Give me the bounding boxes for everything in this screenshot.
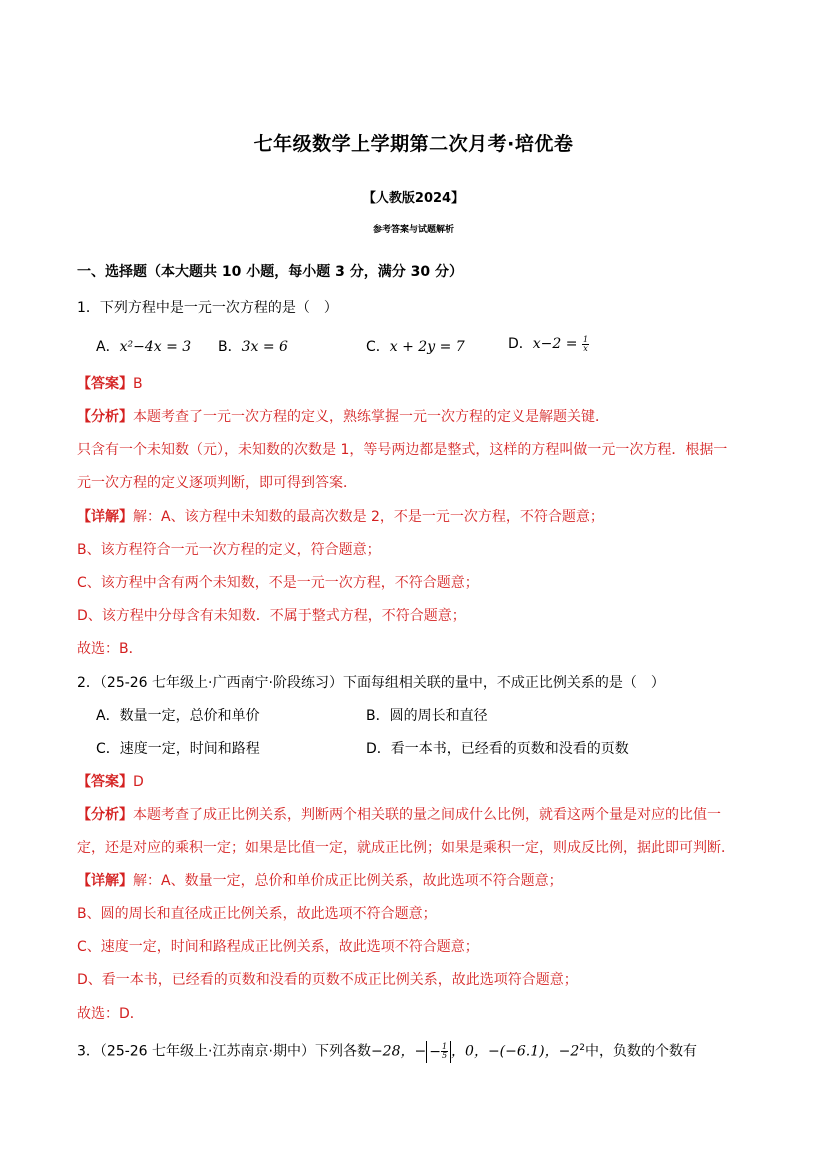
q1-answer-value: B xyxy=(133,376,143,392)
q3-math-2-inner-sign: − xyxy=(429,1043,441,1060)
q3-stem xyxy=(77,1036,697,1064)
q3-abs-value xyxy=(426,1041,451,1063)
q2-detail-text1: 解：A、数量一定，总价和单价成正比例关系，故此选项不符合题意； xyxy=(133,873,563,889)
q2-analysis-line1 xyxy=(77,804,721,824)
q2-detail-line1 xyxy=(77,870,563,890)
q1-option-b xyxy=(218,336,288,356)
page-subtitle: 参考答案与试题解析 xyxy=(372,225,454,235)
q2-analysis-line2: 定，还是对应的乘积一定；如果是比值一定，就成正比例；如果是乘积一定，则成反比例，据此即可判断． xyxy=(77,840,735,856)
q1-option-a xyxy=(96,336,191,356)
q3-fraction xyxy=(441,1043,448,1060)
q2-detail-tag: 【详解】 xyxy=(77,873,133,889)
q1-analysis-text1: 本题考查了一元一次方程的定义，熟练掌握一元一次方程的定义是解题关键． xyxy=(133,409,609,425)
q1-detail-line3: C、该方程中含有两个未知数，不是一元一次方程，不符合题意； xyxy=(77,575,479,591)
q1-detail-line2: B、该方程符合一元一次方程的定义，符合题意； xyxy=(77,542,381,558)
q3-frac-num: 1 xyxy=(441,1042,448,1052)
q3-math-2-sign: − xyxy=(414,1043,427,1060)
q2-choose: 故选：D． xyxy=(77,1006,144,1022)
q1-choose: 故选：B． xyxy=(77,641,143,657)
q1-detail-line1 xyxy=(77,506,604,526)
q1-analysis-line2: 只含有一个未知数（元），未知数的次数是 1，等号两边都是整式，这样的方程叫做一元一次方程．根据一 xyxy=(77,442,728,458)
q1-option-d-frac-num: 1 xyxy=(582,334,589,344)
q2-analysis-text1: 本题考查了成正比例关系，判断两个相关联的量之间成什么比例，就看这两个量是对应的比值一 xyxy=(133,807,721,823)
q1-option-c-label: C． xyxy=(366,339,390,355)
q2-option-b: B．圆的周长和直径 xyxy=(366,708,488,724)
page-title: 七年级数学上学期第二次月考·培优卷 xyxy=(253,133,574,155)
q1-analysis-line1 xyxy=(77,406,609,426)
q1-detail-line4: D、该方程中分母含有未知数．不属于整式方程，不符合题意； xyxy=(77,608,466,624)
q1-analysis-tag: 【分析】 xyxy=(77,409,133,425)
q2-stem: 2．（25-26 七年级上·广西南宁·阶段练习）下面每组相关联的量中，不成正比例关系的是（ ） xyxy=(77,675,665,691)
q2-analysis-tag: 【分析】 xyxy=(77,807,133,823)
q3-frac-den: 5 xyxy=(441,1051,448,1061)
q2-detail-line4: D、看一本书，已经看的页数和没看的页数不成正比例关系，故此选项符合题意； xyxy=(77,972,578,988)
q2-option-d: D．看一本书，已经看的页数和没看的页数 xyxy=(366,741,629,757)
q2-answer-line xyxy=(77,771,144,791)
q3-math-1: −28， xyxy=(370,1043,415,1060)
q1-option-d-frac-den: x xyxy=(583,343,588,353)
q1-option-a-label: A． xyxy=(96,339,120,355)
q2-option-c: C．速度一定，时间和路程 xyxy=(96,741,260,757)
q2-detail-line3: C、速度一定，时间和路程成正比例关系，故此选项不符合题意； xyxy=(77,939,479,955)
q1-option-c xyxy=(366,336,465,356)
q1-stem: 1．下列方程中是一元一次方程的是（ ） xyxy=(77,300,338,316)
q2-answer-tag: 【答案】 xyxy=(77,774,133,790)
q3-math-3: ，0，−(−6.1)，−2 xyxy=(451,1043,580,1060)
q1-answer-tag: 【答案】 xyxy=(77,376,133,392)
q2-detail-line2: B、圆的周长和直径成正比例关系，故此选项不符合题意； xyxy=(77,906,437,922)
q2-answer-value: D xyxy=(133,774,144,790)
q1-answer-line xyxy=(77,373,143,393)
q1-detail-text1: 解：A、该方程中未知数的最高次数是 2，不是一元一次方程，不符合题意； xyxy=(133,509,604,525)
q1-option-b-math: 3x = 6 xyxy=(241,339,288,355)
q3-stem-post: 中，负数的个数有 xyxy=(584,1043,697,1060)
edition-label: 【人教版2024】 xyxy=(362,191,465,206)
q1-analysis-line3: 元一次方程的定义逐项判断，即可得到答案． xyxy=(77,475,357,491)
q1-option-a-math: x²−4x = 3 xyxy=(119,339,192,355)
q1-option-d-label: D． xyxy=(508,336,533,352)
q1-option-d-fraction xyxy=(582,336,589,353)
q3-math-3-exp: 2 xyxy=(579,1043,585,1053)
section-heading: 一、选择题（本大题共 10 小题，每小题 3 分，满分 30 分） xyxy=(77,264,463,280)
q1-detail-tag: 【详解】 xyxy=(77,509,133,525)
q1-option-b-label: B． xyxy=(218,339,242,355)
q1-option-c-math: x + 2y = 7 xyxy=(389,339,465,355)
q1-option-d xyxy=(508,333,589,353)
q3-stem-pre: 3．（25-26 七年级上·江苏南京·期中）下列各数 xyxy=(77,1043,371,1060)
q1-option-d-math: x−2 = xyxy=(532,336,578,352)
q2-option-a: A．数量一定，总价和单价 xyxy=(96,708,260,724)
